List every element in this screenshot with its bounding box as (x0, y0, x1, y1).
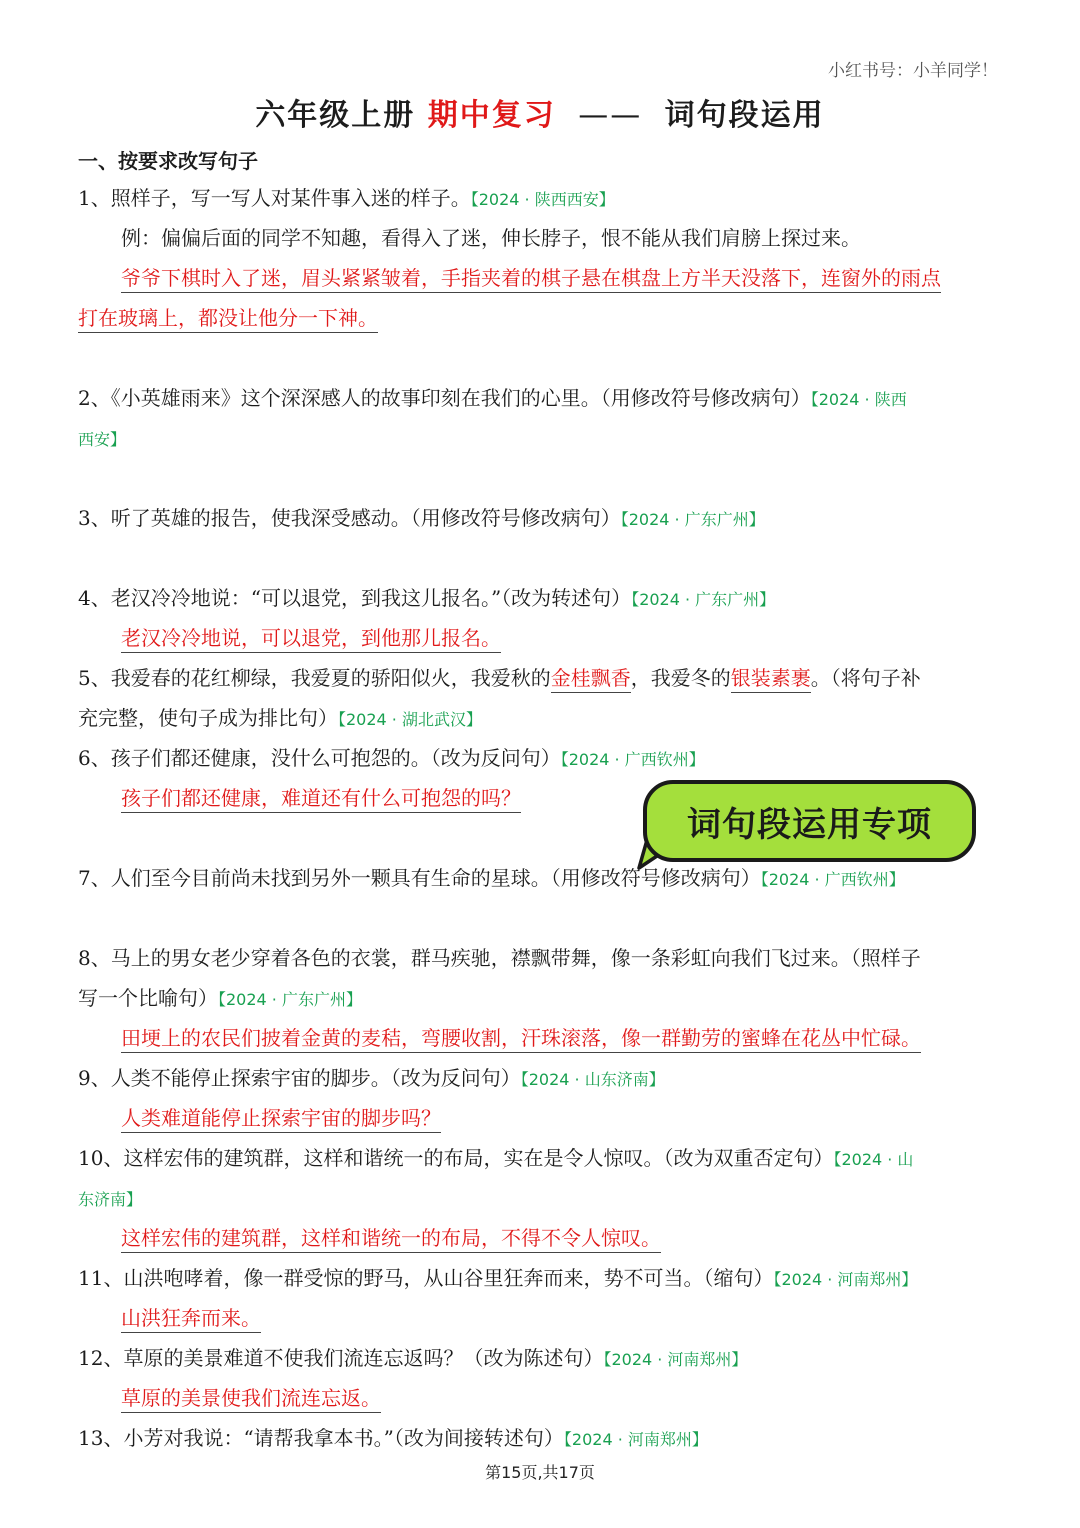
question-10-continued (78, 1178, 1004, 1218)
title-grade: 六年级上册 (255, 98, 416, 133)
question-text: 。（将句子补 (810, 666, 921, 690)
source-tag: 【2024 · 陕西 (810, 390, 907, 409)
question-1 (78, 178, 1004, 218)
source-tag: 【2024 · 陕西西安】 (470, 190, 615, 209)
question-text: 7、人们至今目前尚未找到另外一颗具有生命的星球。（用修改符号修改病句） (78, 866, 761, 890)
source-tag: 【2024 · 湖北武汉】 (338, 710, 482, 729)
question-text: 8、马上的男女老少穿着各色的衣裳，群马疾驰，襟飘带舞，像一条彩虹向我们飞过来。（照样子 (78, 946, 921, 970)
title-highlight: 期中复习 (427, 98, 556, 133)
source-tag: 东济南】 (78, 1190, 143, 1209)
question-text: 13、小芳对我说：“请帮我拿本书。”（改为间接转述句） (78, 1426, 564, 1450)
source-tag: 【2024 · 山东济南】 (520, 1070, 665, 1089)
question-text: 4、老汉冷冷地说：“可以退党，到我这儿报名。”（改为转述句） (78, 586, 632, 610)
answer-text: 田埂上的农民们披着金黄的麦秸，弯腰收割，汗珠滚落，像一群勤劳的蜜蜂在花丛中忙碌。 (121, 1026, 921, 1053)
answer-line (78, 258, 1004, 298)
question-5-continued (78, 698, 1004, 738)
title-topic: 词句段运用 (664, 98, 825, 133)
question-6 (78, 738, 1004, 778)
question-11 (78, 1258, 1004, 1298)
fill-blank: 银装素裹 (731, 666, 811, 693)
answer-line (78, 1298, 1004, 1338)
question-5 (78, 658, 1004, 698)
source-tag: 【2024 · 河南郑州】 (603, 1350, 748, 1369)
answer-text: 孩子们都还健康，难道还有什么可抱怨的吗？ (121, 786, 521, 813)
answer-text: 打在玻璃上，都没让他分一下神。 (78, 306, 378, 333)
source-tag: 【2024 · 广东广州】 (620, 510, 765, 529)
topic-sticker: 词句段运用专项 (643, 780, 976, 862)
page-footer: 第15页,共17页 (485, 1463, 595, 1482)
question-text: 10、这样宏伟的建筑群，这样和谐统一的布局，实在是令人惊叹。（改为双重否定句） (78, 1146, 834, 1170)
answer-text: 草原的美景使我们流连忘返。 (121, 1386, 381, 1413)
answer-line (78, 1018, 1004, 1058)
question-7 (78, 858, 1004, 898)
example-sentence: 例：偏偏后面的同学不知趣，看得入了迷，伸长脖子，恨不能从我们肩膀上探过来。 (121, 226, 861, 250)
answer-line (78, 618, 1004, 658)
question-8 (78, 938, 1004, 978)
question-text: 3、听了英雄的报告，使我深受感动。（用修改符号修改病句） (78, 506, 621, 530)
question-text: 2、《小英雄雨来》这个深深感人的故事印刻在我们的心里。（用修改符号修改病句） (78, 386, 811, 410)
section-heading: 一、按要求改写句子 (78, 149, 258, 173)
question-text: 5、我爱春的花红柳绿，我爱夏的骄阳似火，我爱秋的 (78, 666, 551, 690)
question-2 (78, 378, 1004, 418)
question-2-continued (78, 418, 1004, 458)
source-tag: 【2024 · 广东广州】 (218, 990, 362, 1009)
question-text: ，我爱冬的 (630, 666, 731, 690)
question-8-continued (78, 978, 1004, 1018)
answer-text: 人类难道能停止探索宇宙的脚步吗？ (121, 1106, 441, 1133)
source-tag: 【2024 · 广西钦州】 (760, 870, 905, 889)
question-9 (78, 1058, 1004, 1098)
question-4 (78, 578, 1004, 618)
question-text: 1、照样子，写一写人对某件事入迷的样子。 (78, 186, 471, 210)
question-10 (78, 1138, 1004, 1178)
answer-text: 老汉冷冷地说，可以退党，到他那儿报名。 (121, 626, 501, 653)
answer-line (78, 298, 1004, 338)
answer-line (78, 1098, 1004, 1138)
watermark: 小红书号：小羊同学！ (828, 61, 998, 81)
source-tag: 【2024 · 河南郑州】 (563, 1430, 708, 1449)
question-text: 6、孩子们都还健康，没什么可抱怨的。（改为反问句） (78, 746, 561, 770)
question-text: 充完整，使句子成为排比句） (78, 706, 338, 730)
question-13 (78, 1418, 1004, 1458)
source-tag: 西安】 (78, 430, 127, 449)
source-tag: 【2024 · 河南郑州】 (773, 1270, 918, 1289)
question-text: 12、草原的美景难道不使我们流连忘返吗？（改为陈述句） (78, 1346, 604, 1370)
question-text: 写一个比喻句） (78, 986, 218, 1010)
answer-text: 山洪狂奔而来。 (121, 1306, 261, 1333)
question-text: 9、人类不能停止探索宇宙的脚步。（改为反问句） (78, 1066, 521, 1090)
answer-line (78, 1378, 1004, 1418)
question-text: 11、山洪咆哮着，像一群受惊的野马，从山谷里狂奔而来，势不可当。（缩句） (78, 1266, 774, 1290)
title-dash: —— (578, 98, 643, 133)
answer-line (78, 1218, 1004, 1258)
page-title (0, 90, 1080, 134)
question-12 (78, 1338, 1004, 1378)
source-tag: 【2024 · 广东广州】 (631, 590, 776, 609)
question-3 (78, 498, 1004, 538)
fill-blank: 金桂飘香 (551, 666, 631, 693)
answer-text: 这样宏伟的建筑群，这样和谐统一的布局，不得不令人惊叹。 (121, 1226, 661, 1253)
source-tag: 【2024 · 山 (833, 1150, 914, 1169)
answer-text: 爷爷下棋时入了迷，眉头紧紧皱着，手指夹着的棋子悬在棋盘上方半天没落下，连窗外的雨点 (121, 266, 941, 293)
source-tag: 【2024 · 广西钦州】 (560, 750, 705, 769)
